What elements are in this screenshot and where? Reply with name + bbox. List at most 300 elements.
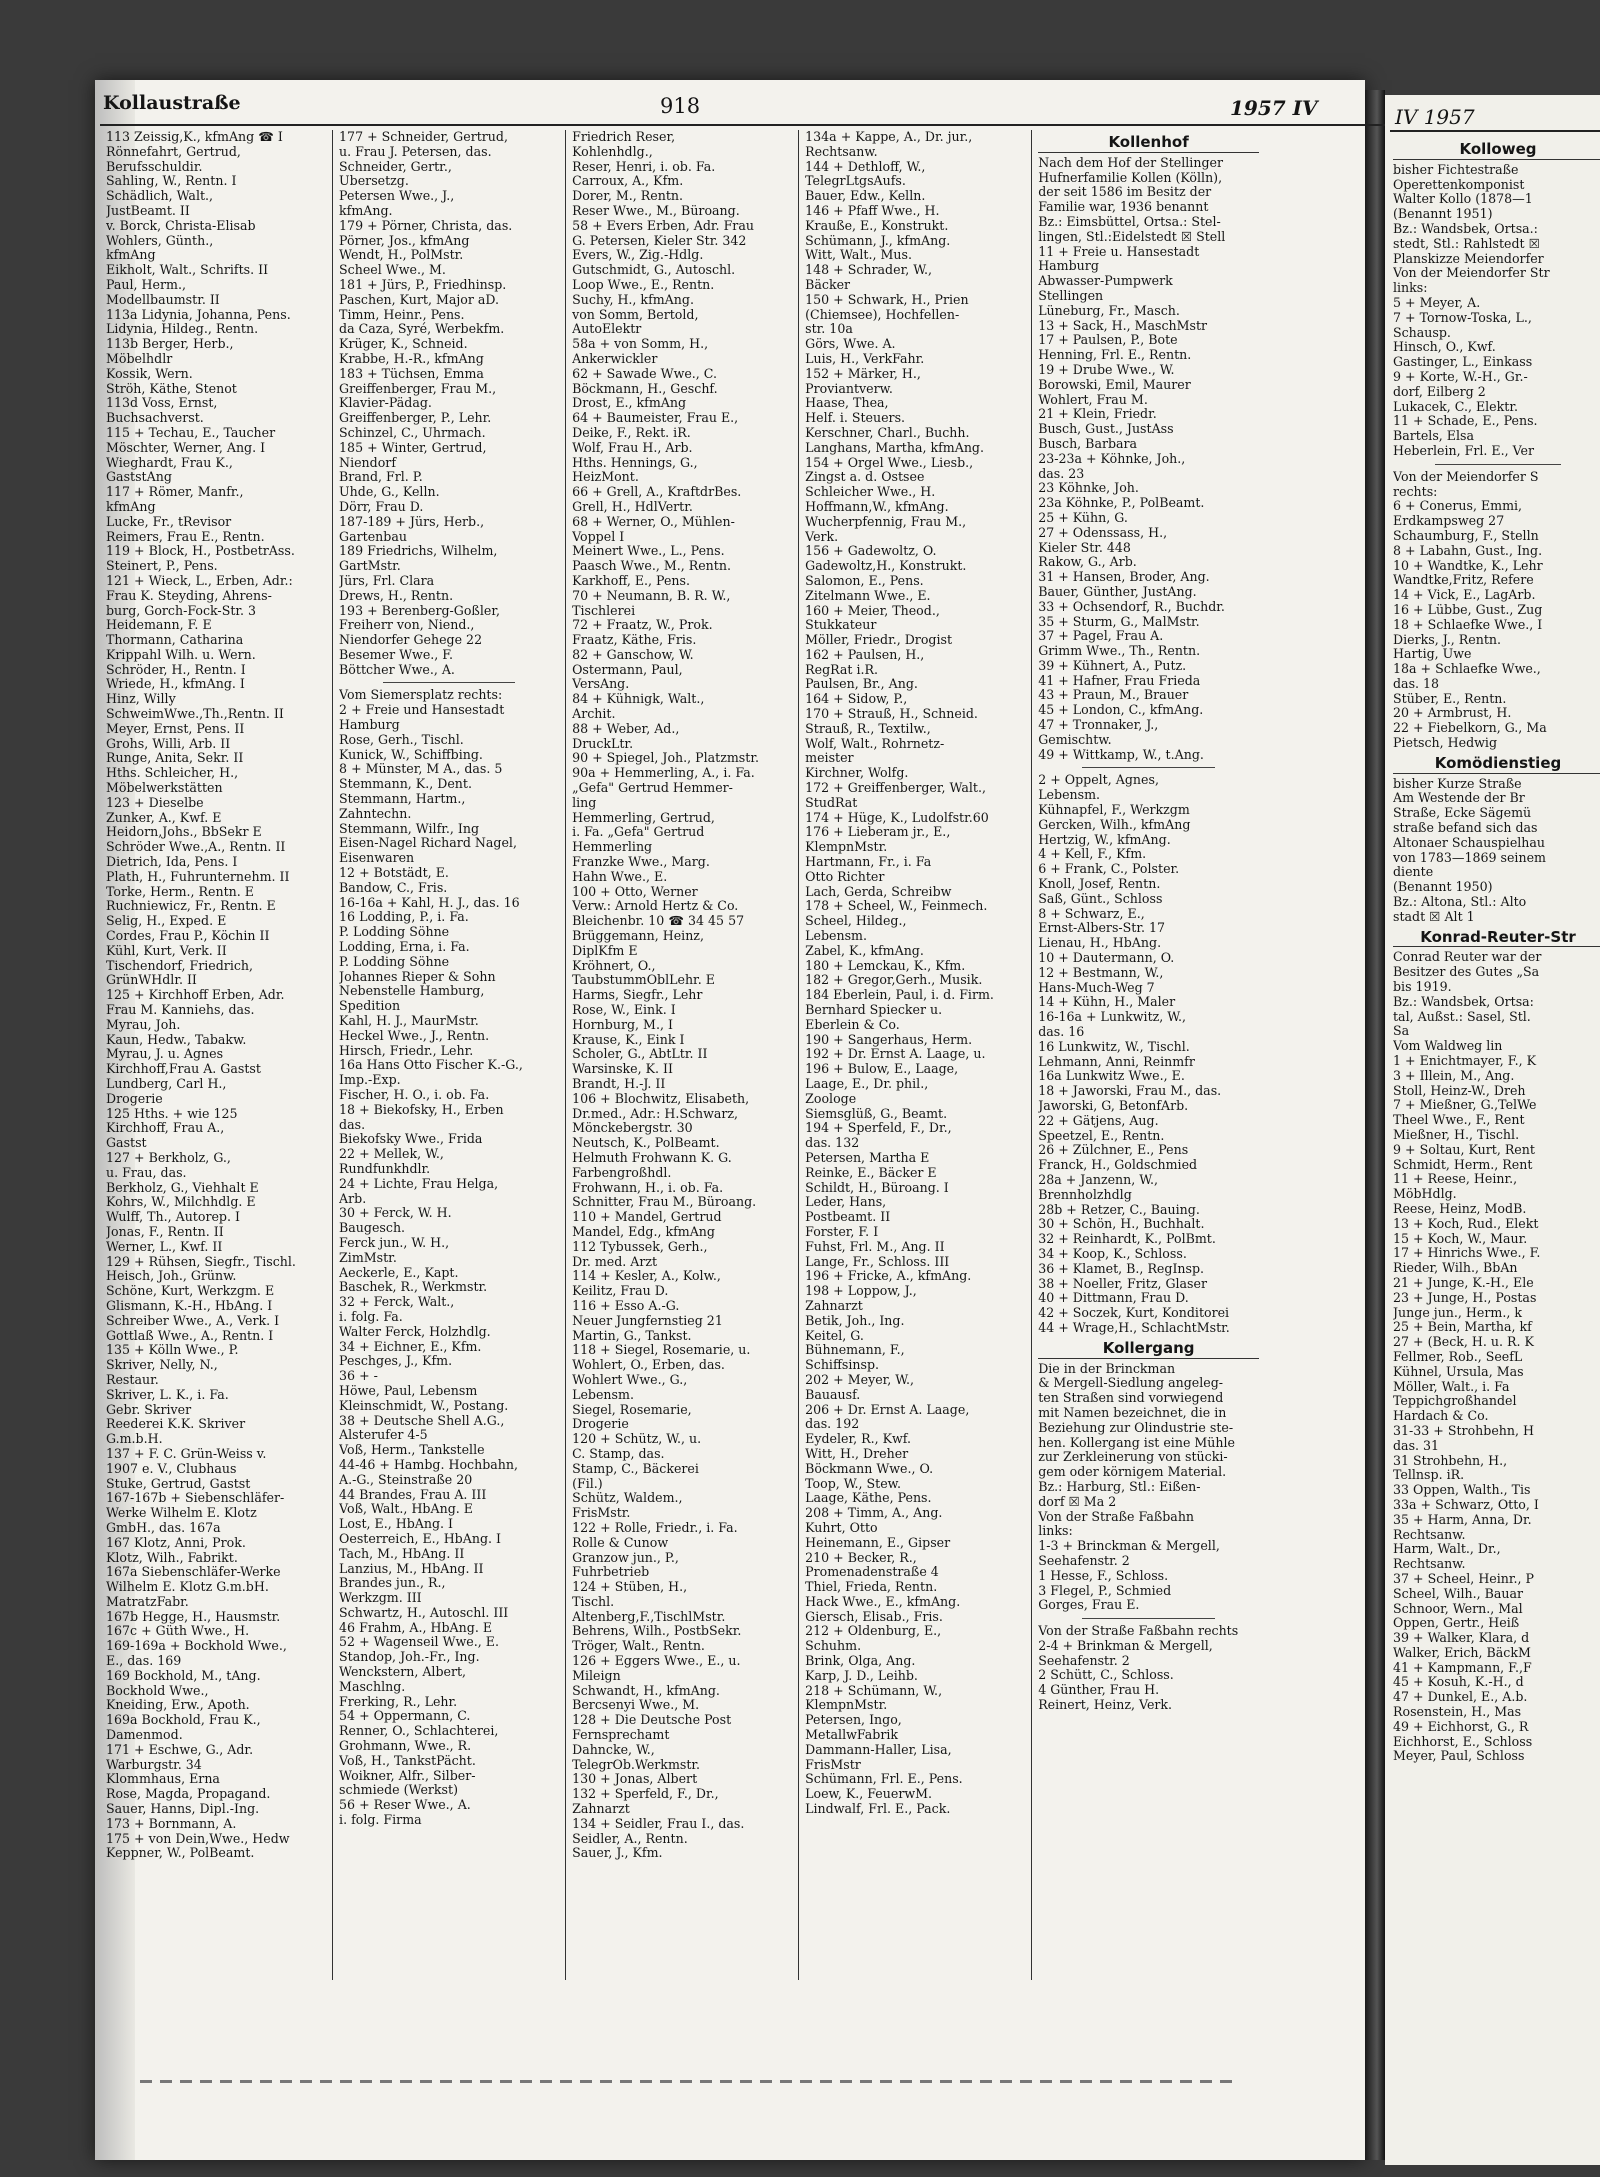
directory-entry: ten Straßen sind vorwiegend: [1038, 1391, 1224, 1406]
directory-entry: 150 + Schwark, H., Prien: [805, 292, 969, 307]
column-1: [100, 130, 333, 1980]
directory-entry: Spedition: [339, 999, 401, 1014]
directory-entry: 35 + Sturm, G., MalMstr.: [1038, 614, 1200, 629]
directory-entry: 88 + Weber, Ad.,: [572, 721, 680, 736]
directory-entry: 154 + Orgel Wwe., Liesb.,: [805, 455, 974, 470]
directory-entry: 34 + Eichner, E., Kfm.: [339, 1339, 482, 1354]
directory-entry: Proviantverw.: [805, 381, 893, 396]
directory-entry: 31 Strohbehn, H.,: [1393, 1453, 1508, 1468]
directory-entry: Wulff, Th., Autorep. I: [106, 1210, 240, 1225]
directory-entry: str. 10a: [805, 322, 853, 337]
scan-noise: [140, 2080, 1240, 2083]
directory-entry: 66 + Grell, A., KraftdrBes.: [572, 485, 742, 500]
directory-entry: DruckLtr.: [572, 736, 634, 751]
directory-entry: Kleinschmidt, W., Postang.: [339, 1398, 509, 1413]
directory-entry: 44 + Wrage,H., SchlachtMstr.: [1038, 1320, 1230, 1335]
directory-entry: Frohwann, H., i. ob. Fa.: [572, 1180, 724, 1195]
directory-entry: SchweimWwe.,Th.,Rentn. II: [106, 707, 284, 722]
directory-entry: Jürs, Frl. Clara: [339, 573, 435, 588]
directory-entry: 13 + Koch, Rud., Elekt: [1393, 1216, 1539, 1231]
directory-entry: 116 + Esso A.-G.: [572, 1298, 680, 1313]
directory-entry: 134a + Kappe, A., Dr. jur.,: [805, 130, 973, 144]
directory-entry: 17 + Paulsen, P., Bote: [1038, 333, 1178, 348]
directory-entry: Wohlert, Frau M.: [1038, 392, 1148, 407]
directory-entry: Voß, H., TankstPächt.: [339, 1753, 476, 1768]
directory-entry: C. Stamp, das.: [572, 1446, 665, 1461]
directory-entry: Lucke, Fr., tRevisor: [106, 514, 232, 529]
directory-entry: Gutschmidt, G., Autoschl.: [572, 263, 736, 278]
directory-entry: 45 + Kosuh, K.-H., d: [1393, 1675, 1524, 1690]
directory-entry: Voß, Herm., Tankstelle: [339, 1443, 485, 1458]
directory-entry: 7 + Mießner, G.,TelWe: [1393, 1098, 1537, 1113]
directory-entry: 18 + Jaworski, Frau M., das.: [1038, 1084, 1222, 1099]
directory-entry: Lanzius, M., HbAng. II: [339, 1561, 484, 1576]
directory-entry: schmiede (Werkst): [339, 1783, 458, 1798]
directory-entry: Hertzig, W., kfmAng.: [1038, 832, 1171, 847]
directory-entry: 16a Lunkwitz Wwe., E.: [1038, 1069, 1185, 1084]
directory-entry: Gastinger, L., Einkass: [1393, 355, 1533, 370]
directory-entry: Timm, Heinr., Pens.: [339, 307, 465, 322]
directory-entry: Die in der Brinckman: [1038, 1361, 1176, 1376]
street-section-title: Konrad-Reuter-Str: [1393, 928, 1600, 948]
directory-columns: [100, 130, 1265, 1980]
directory-entry: 16a Hans Otto Fischer K.-G.,: [339, 1058, 523, 1073]
directory-entry: JustBeamt. II: [106, 203, 190, 218]
directory-entry: Greiffenberger, P., Lehr.: [339, 411, 492, 426]
directory-entry: Schröder Wwe.,A., Rentn. II: [106, 840, 286, 855]
directory-entry: Erdkampsweg 27: [1393, 514, 1505, 529]
directory-entry: Bleichenbr. 10 ☎ 34 45 57: [572, 914, 745, 929]
directory-entry: Klavier-Pädag.: [339, 396, 432, 411]
directory-entry: Rose, W., Eink. I: [572, 1003, 676, 1018]
directory-entry: Klommhaus, Erna: [106, 1772, 220, 1787]
directory-entry: Zahnarzt: [805, 1298, 863, 1313]
directory-entry: Wenckstern, Albert,: [339, 1665, 467, 1680]
directory-entry: P. Lodding Söhne: [339, 954, 450, 969]
directory-entry: Voß, Walt., HbAng. E: [339, 1502, 473, 1517]
directory-entry: Grell, H., HdlVertr.: [572, 499, 693, 514]
directory-entry: Mileign: [572, 1668, 621, 1683]
directory-entry: Reser Wwe., M., Büroang.: [572, 203, 740, 218]
street-section-title: Kollenhof: [1038, 133, 1259, 153]
directory-entry: Paasch Wwe., M., Rentn.: [572, 559, 731, 574]
directory-entry: 22 + Mellek, W.,: [339, 1147, 444, 1162]
directory-entry: Sa: [1393, 1024, 1410, 1039]
book-spine: [1365, 90, 1385, 2160]
directory-entry: Kirchner, Wolfg.: [805, 766, 909, 781]
directory-entry: Kohlenhdlg.,: [572, 144, 653, 159]
directory-entry: Dr. med. Arzt: [572, 1254, 658, 1269]
directory-entry: Rundfunkhdlr.: [339, 1161, 431, 1176]
directory-entry: Lach, Gerda, Schreibw: [805, 884, 952, 899]
directory-entry: Hths. Hennings, G.,: [572, 455, 698, 470]
directory-entry: 38 + Deutsche Shell A.G.,: [339, 1413, 505, 1428]
directory-entry: 130 + Jonas, Albert: [572, 1772, 698, 1787]
directory-entry: 8 + Labahn, Gust., Ing.: [1393, 543, 1543, 558]
directory-entry: 106 + Blochwitz, Elisabeth,: [572, 1091, 750, 1106]
directory-entry: 41 + Kampmann, F.,F: [1393, 1660, 1532, 1675]
directory-entry: 4 Günther, Frau H.: [1038, 1683, 1160, 1698]
directory-entry: 49 + Wittkamp, W., t.Ang.: [1038, 747, 1204, 762]
directory-entry: meister: [805, 751, 854, 766]
directory-entry: Lebensm.: [572, 1387, 634, 1402]
directory-entry: Kühl, Kurt, Verk. II: [106, 943, 227, 958]
directory-entry: Kahl, H. J., MaurMstr.: [339, 1014, 479, 1029]
directory-entry: 44 Brandes, Frau A. III: [339, 1487, 487, 1502]
directory-entry: Reese, Heinz, ModB.: [1393, 1201, 1527, 1216]
directory-entry: Reinert, Heinz, Verk.: [1038, 1698, 1173, 1713]
directory-entry: Schröder, H., Rentn. I: [106, 662, 246, 677]
directory-entry: Frau M. Kanniehs, das.: [106, 1003, 255, 1018]
directory-entry: lingen, Stl.:Eidelstedt ☒ Stell: [1038, 229, 1226, 244]
directory-entry: Möller, Walt., i. Fa: [1393, 1379, 1510, 1394]
directory-entry: 120 + Schütz, W., u.: [572, 1432, 702, 1447]
directory-entry: Warburgstr. 34: [106, 1757, 202, 1772]
directory-entry: Reederei K.K. Skriver: [106, 1417, 246, 1432]
directory-entry: 193 + Berenberg-Goßler,: [339, 603, 500, 618]
directory-entry: 180 + Lemckau, K., Kfm.: [805, 958, 966, 973]
directory-entry: 1-3 + Brinckman & Mergell,: [1038, 1539, 1220, 1554]
directory-entry: 84 + Kühnigk, Walt.,: [572, 692, 705, 707]
directory-entry: 185 + Winter, Gertrud,: [339, 440, 487, 455]
directory-entry: 3 Flegel, P., Schmied: [1038, 1583, 1172, 1598]
separator-rule: [1082, 767, 1215, 768]
directory-entry: kfmAng: [106, 248, 156, 263]
directory-entry: 17 + Hinrichs Wwe., F.: [1393, 1246, 1541, 1261]
directory-entry: 33 Oppen, Walth., Tis: [1393, 1483, 1531, 1498]
directory-entry: Paulsen, Br., Ang.: [805, 677, 918, 692]
directory-entry: Stamp, C., Bäckerei: [572, 1461, 699, 1476]
directory-entry: 36 + -: [339, 1369, 378, 1384]
directory-entry: Busch, Gust., JustAss: [1038, 422, 1174, 437]
directory-entry: v. Borck, Christa-Elisab: [106, 218, 256, 233]
page-number: 918: [660, 94, 701, 118]
directory-entry: 26 + Zülchner, E., Pens: [1038, 1143, 1189, 1158]
directory-entry: Wandtke,Fritz, Refere: [1393, 573, 1534, 588]
directory-entry: mit Namen bezeichnet, die in: [1038, 1405, 1227, 1420]
directory-entry: Stoll, Heinz-W., Dreh: [1393, 1083, 1526, 1098]
directory-entry: 123 + Dieselbe: [106, 795, 204, 810]
directory-entry: der seit 1586 im Besitz der: [1038, 185, 1212, 200]
directory-entry: Pietsch, Hedwig: [1393, 736, 1498, 751]
header-rule: [100, 124, 1590, 126]
directory-entry: Lange, Fr., Schloss. III: [805, 1254, 950, 1269]
directory-entry: Lost, E., HbAng. I: [339, 1517, 454, 1532]
directory-entry: Bühnemann, F.,: [805, 1343, 905, 1358]
directory-entry: Bz.: Eimsbüttel, Ortsa.: Stel-: [1038, 214, 1221, 229]
directory-entry: 169 Bockhold, M., tAng.: [106, 1668, 261, 1683]
directory-entry: 3 + Illein, M., Ang.: [1393, 1068, 1515, 1083]
separator-rule: [1082, 1618, 1215, 1619]
directory-entry: Möschter, Werner, Ang. I: [106, 440, 266, 455]
directory-entry: Straße, Ecke Sägemü: [1393, 806, 1532, 821]
directory-entry: 196 + Bulow, E., Laage,: [805, 1062, 959, 1077]
directory-entry: 8 + Schwarz, E.,: [1038, 906, 1145, 921]
directory-entry: hen. Kollergang ist eine Mühle: [1038, 1435, 1235, 1450]
directory-entry: Zingst a. d. Ostsee: [805, 470, 925, 485]
directory-entry: Bz.: Harburg, Stl.: Eißen-: [1038, 1479, 1201, 1494]
directory-entry: 39 + Walker, Klara, d: [1393, 1631, 1530, 1646]
directory-entry: Farbengroßhdl.: [572, 1165, 672, 1180]
directory-entry: Franck, H., Goldschmied: [1038, 1158, 1198, 1173]
directory-entry: 152 + Märker, H.,: [805, 366, 921, 381]
directory-entry: (Benannt 1951): [1393, 207, 1493, 222]
directory-entry: Eydeler, R., Kwf.: [805, 1432, 911, 1447]
directory-entry: Scheel, Hildeg.,: [805, 914, 907, 929]
directory-entry: Rose, Gerh., Tischl.: [339, 732, 464, 747]
directory-entry: Heidemann, F. E: [106, 618, 212, 633]
directory-entry: gem oder körnigem Material.: [1038, 1465, 1227, 1480]
directory-entry: Witt, Walt., Mus.: [805, 248, 912, 263]
directory-entry: Tellnsp. iR.: [1393, 1468, 1465, 1483]
directory-entry: Stukkateur: [805, 618, 877, 633]
directory-entry: MetallwFabrik: [805, 1728, 899, 1743]
directory-entry: Helf. i. Steuers.: [805, 411, 906, 426]
directory-entry: Seehafenstr. 2: [1038, 1653, 1130, 1668]
directory-entry: Rakow, G., Arb.: [1038, 555, 1137, 570]
directory-entry: 183 + Tüchsen, Emma: [339, 366, 484, 381]
directory-entry: (Chiemsee), Hochfellen-: [805, 307, 960, 322]
directory-entry: Mönckebergstr. 30: [572, 1121, 693, 1136]
directory-entry: Oesterreich, E., HbAng. I: [339, 1531, 501, 1546]
directory-entry: 38 + Noeller, Fritz, Glaser: [1038, 1276, 1207, 1291]
directory-entry: 190 + Sangerhaus, Herm.: [805, 1032, 973, 1047]
directory-entry: Lundberg, Carl H.,: [106, 1077, 227, 1091]
directory-entry: Von der Meiendorfer Str: [1393, 266, 1550, 281]
directory-entry: 6 + Conerus, Emmi,: [1393, 499, 1523, 514]
directory-entry: Giersch, Elisab., Fris.: [805, 1609, 943, 1624]
directory-entry: Lidynia, Hildeg., Rentn.: [106, 322, 259, 337]
directory-entry: Keilitz, Frau D.: [572, 1284, 669, 1299]
directory-entry: Theel Wwe., F., Rent: [1393, 1113, 1525, 1128]
directory-entry: & Mergell-Siedlung angeleg-: [1038, 1376, 1224, 1391]
directory-entry: 37 + Pagel, Frau A.: [1038, 629, 1164, 644]
directory-entry: 32 + Ferck, Walt.,: [339, 1295, 455, 1310]
directory-entry: 41 + Hafner, Frau Frieda: [1038, 673, 1201, 688]
directory-entry: 21 + Junge, K.-H., Ele: [1393, 1275, 1534, 1290]
directory-entry: 23 + Junge, H., Postas: [1393, 1290, 1537, 1305]
directory-entry: 208 + Timm, A., Ang.: [805, 1506, 943, 1521]
directory-entry: 1907 e. V., Clubhaus: [106, 1461, 237, 1476]
directory-entry: Eisen-Nagel Richard Nagel,: [339, 836, 517, 851]
directory-entry: Paschen, Kurt, Major aD.: [339, 292, 500, 307]
directory-entry: Renner, O., Schlachterei,: [339, 1724, 499, 1739]
directory-entry: diente: [1393, 865, 1434, 880]
directory-entry: Plath, H., Fuhrunternehm. II: [106, 869, 290, 884]
directory-entry: Kuhrt, Otto: [805, 1520, 878, 1535]
directory-entry: Stuke, Gertrud, Gastst: [106, 1476, 251, 1491]
directory-entry: 126 + Eggers Wwe., E., u.: [572, 1654, 741, 1669]
directory-entry: Bauer, Edw., Kelln.: [805, 189, 926, 204]
directory-entry: 2 Schütt, C., Schloss.: [1038, 1668, 1174, 1683]
directory-entry: Borowski, Emil, Maurer: [1038, 377, 1191, 392]
directory-entry: Behrens, Wilh., PostbSekr.: [572, 1624, 742, 1639]
directory-entry: 7 + Tornow-Toska, L.,: [1393, 310, 1532, 325]
directory-entry: Reinke, E., Bäcker E: [805, 1165, 937, 1180]
directory-entry: Berufsschuldir.: [106, 159, 203, 174]
directory-entry: Dammann-Haller, Lisa,: [805, 1742, 952, 1757]
directory-entry: 127 + Berkholz, G.,: [106, 1150, 231, 1165]
directory-entry: 12 + Bestmann, W.,: [1038, 965, 1164, 980]
directory-entry: TaubstummOblLehr. E: [572, 973, 715, 988]
directory-entry: 8 + Münster, M A., das. 5: [339, 762, 503, 777]
directory-entry: Lebensm.: [805, 929, 867, 944]
directory-entry: 47 + Tronnaker, J.,: [1038, 718, 1159, 733]
directory-entry: Jaworski, G, BetonfArb.: [1038, 1099, 1189, 1113]
directory-entry: Wieghardt, Frau K.,: [106, 455, 233, 470]
directory-entry: Frau K. Steyding, Ahrens-: [106, 588, 272, 603]
directory-entry: Ankerwickler: [572, 351, 658, 366]
directory-entry: u. Frau J. Petersen, das.: [339, 144, 492, 159]
directory-entry: 134 + Seidler, Frau I., das.: [572, 1816, 745, 1831]
directory-entry: Keitel, G.: [805, 1328, 864, 1343]
directory-entry: 212 + Oldenburg, E.,: [805, 1624, 942, 1639]
directory-entry: GaststAng: [106, 470, 172, 485]
directory-entry: VersAng.: [572, 677, 630, 692]
directory-entry: Lebensm.: [1038, 788, 1101, 803]
directory-entry: 122 + Rolle, Friedr., i. Fa.: [572, 1520, 738, 1535]
directory-entry: Fischer, H. O., i. ob. Fa.: [339, 1088, 490, 1102]
directory-entry: 68 + Werner, O., Mühlen-: [572, 514, 735, 529]
directory-entry: 27 + (Beck, H. u. R. K: [1393, 1335, 1534, 1350]
directory-entry: 6 + Frank, C., Polster.: [1038, 862, 1180, 877]
directory-entry: Dierks, J., Rentn.: [1393, 632, 1501, 647]
directory-entry: Standop, Joh.-Fr., Ing.: [339, 1650, 480, 1665]
directory-entry: stedt, Stl.: Rahlstedt ☒: [1393, 236, 1540, 251]
directory-entry: Neuer Jungfernstieg 21: [572, 1313, 723, 1328]
directory-entry: 210 + Becker, R.,: [805, 1550, 917, 1565]
directory-entry: 43 + Praun, M., Brauer: [1038, 688, 1189, 703]
directory-entry: Stemmann, Hartm.,: [339, 792, 466, 807]
directory-entry: Myrau, Joh.: [106, 1017, 181, 1032]
directory-entry: 30 + Schön, H., Buchhalt.: [1038, 1217, 1205, 1232]
directory-entry: Selig, H., Exped. E: [106, 914, 227, 929]
directory-entry: (Benannt 1950): [1393, 880, 1493, 895]
directory-entry: 160 + Meier, Theod.,: [805, 603, 940, 618]
directory-entry: Teppichgroßhandel: [1393, 1394, 1517, 1409]
directory-entry: Brand, Frl. P.: [339, 470, 423, 485]
directory-entry: Wohlers, Günth.,: [106, 233, 214, 248]
directory-entry: Arb.: [339, 1191, 367, 1206]
directory-entry: Kossik, Wern.: [106, 366, 193, 381]
directory-entry: Siemsglüß, G., Beamt.: [805, 1106, 948, 1121]
directory-entry: Drews, H., Rentn.: [339, 588, 454, 603]
directory-entry: Schümann, Frl. E., Pens.: [805, 1772, 963, 1787]
directory-entry: Übersetzg.: [339, 174, 409, 189]
directory-entry: 52 + Wagenseil Wwe., E.: [339, 1635, 499, 1650]
directory-entry: Grohmann, Wwe., R.: [339, 1739, 472, 1754]
directory-entry: 58 + Evers Erben, Adr. Frau: [572, 218, 754, 233]
directory-entry: Scholer, G., AbtLtr. II: [572, 1047, 708, 1062]
directory-entry: Biekofsky Wwe., Frida: [339, 1132, 483, 1147]
directory-entry: Schinzel, C., Uhrmach.: [339, 425, 486, 440]
directory-entry: 18 + Schlaefke Wwe., I: [1393, 617, 1543, 632]
directory-entry: das.: [339, 1117, 366, 1132]
directory-entry: Petersen, Ingo,: [805, 1713, 902, 1728]
directory-entry: Zahnarzt: [572, 1802, 630, 1817]
directory-entry: Dorer, M., Rentn.: [572, 189, 684, 204]
directory-entry: Stellingen: [1038, 288, 1104, 303]
directory-entry: (Fil.): [572, 1476, 603, 1491]
directory-entry: Schwandt, H., kfmAng.: [572, 1683, 720, 1698]
directory-entry: Kühnapfel, F., Werkzgm: [1038, 803, 1190, 818]
directory-entry: Karp, J. D., Leihb.: [805, 1668, 918, 1683]
directory-entry: Schwartz, H., Autoschl. III: [339, 1605, 509, 1620]
directory-entry: 187-189 + Jürs, Herb.,: [339, 514, 485, 529]
directory-entry: Bockhold Wwe.,: [106, 1683, 209, 1698]
directory-entry: 46 Frahm, A., HbAng. E: [339, 1620, 493, 1635]
directory-entry: Schädlich, Walt.,: [106, 189, 214, 204]
directory-entry: Heinemann, E., Gipser: [805, 1535, 951, 1550]
directory-entry: i. folg. Fa.: [339, 1309, 403, 1324]
directory-entry: Ruchniewicz, Fr., Rentn. E: [106, 899, 276, 914]
directory-entry: 31-33 + Strohbehn, H: [1393, 1423, 1534, 1438]
directory-entry: Loew, K., FeuerwM.: [805, 1787, 933, 1802]
directory-entry: 176 + Lieberam jr., E.,: [805, 825, 951, 840]
street-section-title: Kollergang: [1038, 1339, 1259, 1359]
directory-entry: Fernsprechamt: [572, 1728, 670, 1743]
directory-entry: Berkholz, G., Viehhalt E: [106, 1180, 259, 1195]
directory-entry: Carroux, A., Kfm.: [572, 174, 684, 189]
directory-entry: Brennholzhdlg: [1038, 1187, 1132, 1202]
directory-entry: Runge, Anita, Sekr. II: [106, 751, 244, 766]
directory-entry: Heisch, Joh., Grünw.: [106, 1269, 237, 1284]
directory-entry: Hartmann, Fr., i. Fa: [805, 855, 932, 870]
directory-entry: 2-4 + Brinkman & Mergell,: [1038, 1638, 1213, 1653]
directory-entry: Torke, Herm., Rentn. E: [106, 884, 254, 899]
directory-entry: Cordes, Frau P., Köchin II: [106, 929, 270, 944]
directory-entry: Hemmerling, Gertrud,: [572, 810, 715, 825]
directory-entry: 164 + Sidow, P.,: [805, 692, 908, 707]
directory-entry: 23-23a + Köhnke, Joh.,: [1038, 451, 1186, 466]
directory-entry: Stüber, E., Rentn.: [1393, 691, 1507, 706]
directory-entry: KlempnMstr.: [805, 840, 888, 855]
directory-entry: das. 23: [1038, 466, 1085, 481]
directory-entry: 132 + Sperfeld, F., Dr.,: [572, 1787, 719, 1802]
directory-entry: Drost, E., kfmAng: [572, 396, 687, 411]
directory-entry: Dr.med., Adr.: H.Schwarz,: [572, 1106, 739, 1121]
directory-entry: Möbelwerkstätten: [106, 781, 223, 796]
directory-entry: FrisMstr: [805, 1757, 861, 1772]
directory-entry: Johannes Rieper & Sohn: [339, 969, 496, 984]
directory-entry: Restaur.: [106, 1372, 159, 1387]
directory-entry: 22 + Fiebelkorn, G., Ma: [1393, 721, 1547, 736]
directory-entry: Lehmann, Anni, Reinmfr: [1038, 1054, 1195, 1069]
directory-entry: links:: [1038, 1524, 1073, 1539]
directory-entry: Böttcher Wwe., A.: [339, 662, 455, 677]
directory-entry: Verw.: Arnold Hertz & Co.: [572, 899, 739, 914]
directory-entry: das. 132: [805, 1136, 860, 1151]
directory-entry: Dahncke, W.,: [572, 1742, 655, 1757]
directory-entry: Meyer, Ernst, Pens. II: [106, 721, 245, 736]
directory-entry: Brüggemann, Heinz,: [572, 929, 704, 944]
directory-entry: Von der Straße Faßbahn rechts: [1038, 1624, 1239, 1639]
directory-entry: Verk.: [805, 529, 839, 544]
directory-entry: Gastst: [106, 1136, 147, 1151]
directory-entry: straße befand sich das: [1393, 821, 1538, 836]
directory-entry: Freiherr von, Niend.,: [339, 618, 475, 633]
directory-entry: Gartenbau: [339, 529, 407, 544]
directory-entry: Fraatz, Käthe, Fris.: [572, 633, 697, 648]
directory-entry: Hamburg: [339, 718, 400, 733]
directory-entry: 119 + Block, H., PostbetrAss.: [106, 544, 295, 559]
directory-entry: Damenmod.: [106, 1728, 183, 1743]
directory-entry: Hirsch, Friedr., Lehr.: [339, 1043, 474, 1058]
directory-entry: 110 + Mandel, Gertrud: [572, 1210, 722, 1225]
directory-entry: Tischl.: [572, 1594, 615, 1609]
directory-entry: Schreiber Wwe., A., Verk. I: [106, 1313, 280, 1328]
directory-entry: Fellmer, Rob., SeefL: [1393, 1349, 1523, 1364]
